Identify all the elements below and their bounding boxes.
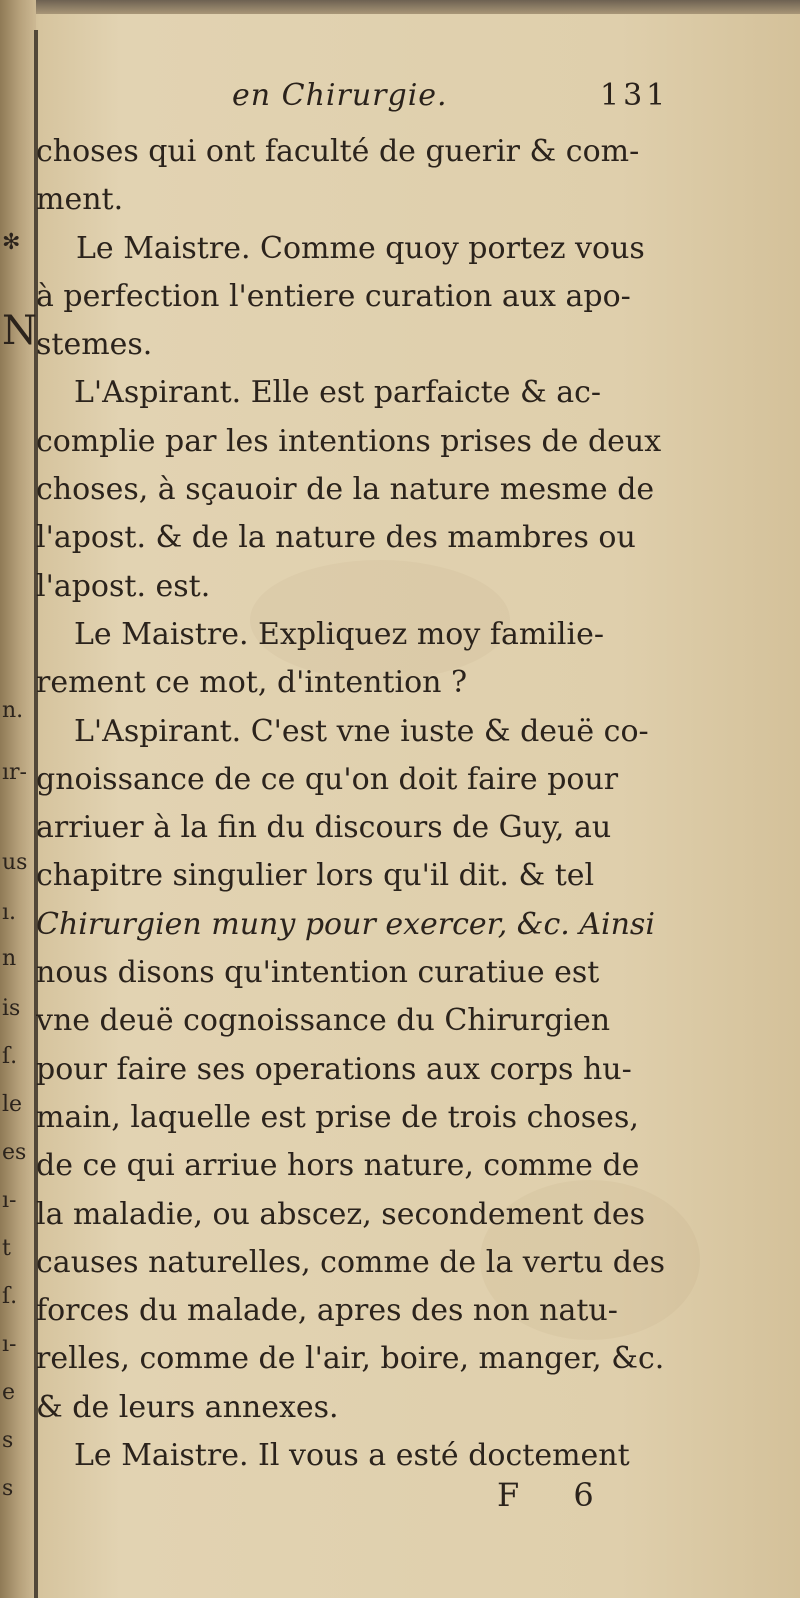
text-line: nous disons qu'intention curatiue est xyxy=(36,955,600,991)
margin-fragment: s xyxy=(2,1428,14,1453)
margin-fragment: s xyxy=(2,1476,14,1501)
running-head xyxy=(0,78,800,128)
text-line: à perfection l'entiere curation aux apo- xyxy=(36,278,631,314)
text-line: vne deuë cognoissance du Chirurgien xyxy=(36,1003,611,1039)
text-line: causes naturelles, comme de la vertu des xyxy=(36,1244,666,1280)
text-line: Chirurgien muny pour exercer, &c. Ainsi xyxy=(36,906,655,942)
text-line: de ce qui arriue hors nature, comme de xyxy=(36,1148,640,1184)
text-line: arriuer à la fin du discours de Guy, au xyxy=(36,810,612,846)
text-line: choses qui ont faculté de guerir & com- xyxy=(36,134,640,169)
margin-fragment: le xyxy=(2,1092,23,1117)
text-line: pour faire ses operations aux corps hu- xyxy=(36,1051,632,1087)
text-line: L'Aspirant. Elle est parfaicte & ac- xyxy=(74,375,602,411)
running-title: en Chirurgie. xyxy=(232,78,448,113)
text-line: relles, comme de l'air, boire, manger, &c. xyxy=(36,1341,665,1377)
signature-mark: F 6 xyxy=(497,1476,616,1514)
margin-fragment: n xyxy=(2,946,17,971)
text-line: gnoissance de ce qu'on doit faire pour xyxy=(36,761,619,797)
text-line: L'Aspirant. C'est vne iuste & deuë co- xyxy=(74,713,649,749)
text-line: Le Maistre. Comme quoy portez vous xyxy=(76,230,645,266)
text-line: & de leurs annexes. xyxy=(36,1389,339,1425)
margin-fragment: ſ. xyxy=(2,1044,18,1069)
margin-fragment: ı. xyxy=(2,900,17,925)
margin-fragment: ✻ xyxy=(2,230,21,255)
text-line: stemes. xyxy=(36,327,153,363)
margin-fragment: n. xyxy=(2,698,24,723)
margin-fragment: us xyxy=(2,850,28,875)
text-line: chapitre singulier lors qu'il dit. & tel xyxy=(36,858,595,894)
body-text xyxy=(36,128,698,1480)
margin-fragment: es xyxy=(2,1140,27,1165)
text-line: la maladie, ou abscez, secondement des xyxy=(36,1196,646,1232)
text-line: Le Maistre. Expliquez moy familie- xyxy=(74,616,604,652)
text-line: forces du malade, apres des non natu- xyxy=(36,1293,618,1329)
text-line: main, laquelle est prise de trois choses, xyxy=(36,1099,639,1135)
text-line: rement ce mot, d'intention ? xyxy=(36,665,468,701)
margin-fragment: is xyxy=(2,996,21,1021)
text-line: choses, à sçauoir de la nature mesme de xyxy=(36,472,655,508)
margin-fragment: N xyxy=(2,308,37,354)
page-number: 131 xyxy=(600,78,670,113)
margin-fragment: ſ. xyxy=(2,1284,18,1309)
text-line: l'apost. & de la nature des mambres ou xyxy=(36,520,636,556)
text-line: Le Maistre. Il vous a esté doctement xyxy=(74,1438,630,1474)
margin-fragment: ı- xyxy=(2,1188,17,1213)
margin-fragment: e xyxy=(2,1380,16,1405)
margin-fragment: ı- xyxy=(2,1332,17,1357)
text-line: l'apost. est. xyxy=(36,568,211,604)
margin-fragment: ır- xyxy=(2,760,27,785)
text-line: ment. xyxy=(36,182,124,218)
margin-fragment: t xyxy=(2,1236,11,1261)
top-edge xyxy=(0,0,800,14)
text-line: complie par les intentions prises de deux xyxy=(36,423,662,459)
